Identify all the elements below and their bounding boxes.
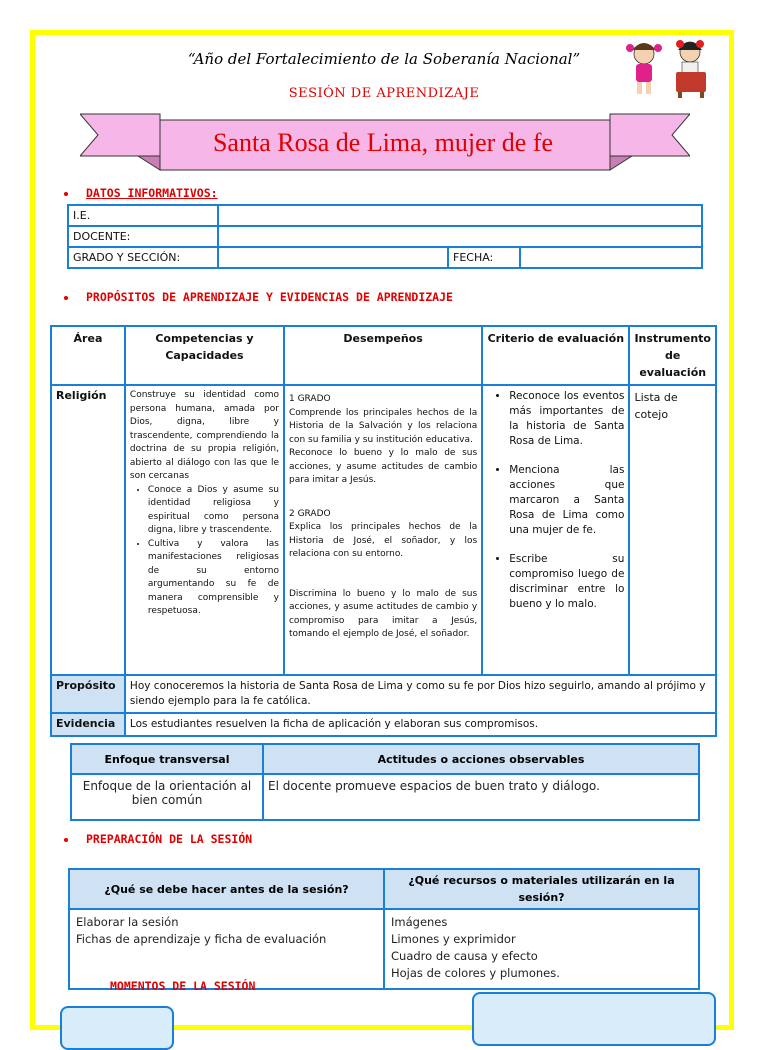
grado-field[interactable] xyxy=(218,247,448,268)
grado2-p2: Discrimina lo bueno y lo malo de sus acciones, y asume actitudes de cambio y compromiso para imitar a Jesús, tomando el ejemplo de José, el soñador. xyxy=(288,588,478,639)
desempenos-cell xyxy=(284,385,482,675)
recurso-item: Hojas de colores y plumones. xyxy=(391,966,560,980)
grado2-title: 2 GRADO xyxy=(288,508,331,519)
bullet-icon xyxy=(64,192,68,196)
motto: “Año del Fortalecimiento de la Soberanía Nacional” xyxy=(187,50,581,68)
propositos-table xyxy=(50,325,717,737)
criterio-item: • Escribe su compromiso luego de discriminar entre lo bueno y lo malo. xyxy=(509,552,624,612)
recursos-header: ¿Qué recursos o materiales utilizarán en la sesión? xyxy=(384,869,699,909)
capacidad-item: • Cultiva y valora las manifestaciones religiosas de su entorno argumentando su fe de manera comprensible y respetuosa. xyxy=(148,538,279,619)
bullet-icon xyxy=(64,838,68,842)
proposito-text: Hoy conoceremos la historia de Santa Rosa de Lima y como su fe por Dios hizo seguirlo, amando al prójimo y siendo ejemplo para la fe católica. xyxy=(125,675,716,713)
bullet-icon xyxy=(64,296,68,300)
antes-item: Elaborar la sesión xyxy=(76,915,179,929)
recurso-item: Imágenes xyxy=(391,915,448,929)
criterio-item: • Reconoce los eventos más importantes de la historia de Santa Rosa de Lima. xyxy=(509,389,624,449)
antes-item: Fichas de aprendizaje y ficha de evaluación xyxy=(76,932,327,946)
recursos-cell xyxy=(384,909,699,989)
grado2-p1: Explica los principales hechos de la Historia de José, el soñador, y los relaciona con su entorno. xyxy=(288,522,478,559)
grado1-p1: Comprende los principales hechos de la Historia de la Salvación y los relaciona con su familia y su institución educativa. xyxy=(288,407,478,445)
momentos-heading: MOMENTOS DE LA SESIÓN xyxy=(110,979,256,993)
antes-header: ¿Qué se debe hacer antes de la sesión? xyxy=(69,869,384,909)
inicio-box xyxy=(60,1006,174,1050)
session-title: Santa Rosa de Lima, mujer de fe xyxy=(212,128,554,157)
enfoque-table xyxy=(70,743,700,821)
grado1-title: 1 GRADO xyxy=(288,394,331,404)
ie-field[interactable] xyxy=(218,205,702,226)
criterio-item: • Menciona las acciones que marcaron a Santa Rosa de Lima como una mujer de fe. xyxy=(509,463,624,538)
recurso-item: Limones y exprimidor xyxy=(391,932,516,946)
enfoque-cell: Enfoque de la orientación al bien común xyxy=(71,774,263,820)
grado-label: GRADO Y SECCIÓN: xyxy=(68,247,218,268)
recurso-item: Cuadro de causa y efecto xyxy=(391,949,538,963)
actitudes-header: Actitudes o acciones observables xyxy=(263,744,699,774)
header-competencias: Competencias y Capacidades xyxy=(125,326,284,385)
actitudes-cell: El docente promueve espacios de buen trato y diálogo. xyxy=(263,774,699,820)
docente-field[interactable] xyxy=(218,226,702,247)
enfoque-header: Enfoque transversal xyxy=(71,744,263,774)
preparacion-table xyxy=(68,868,700,990)
header-desempenos: Desempeños xyxy=(284,326,482,385)
competencias-cell xyxy=(125,385,284,675)
datos-heading: DATOS INFORMATIVOS: xyxy=(64,186,218,200)
evidencia-label: Evidencia xyxy=(51,713,125,736)
instrumento-cell: Lista de cotejo xyxy=(629,385,716,675)
propositos-heading: PROPÓSITOS DE APRENDIZAJE Y EVIDENCIAS DE APRENDIZAJE xyxy=(64,290,453,304)
criterio-cell xyxy=(482,385,629,675)
area-cell: Religión xyxy=(51,385,125,675)
header-area: Área xyxy=(51,326,125,385)
header-criterio: Criterio de evaluación xyxy=(482,326,629,385)
session-subtitle: SESIÓN DE APRENDIZAJE xyxy=(288,86,480,101)
ie-label: I.E. xyxy=(68,205,218,226)
header-instrumento: Instrumento de evaluación xyxy=(629,326,716,385)
evidencia-text: Los estudiantes resuelven la ficha de aplicación y elaboran sus compromisos. xyxy=(125,713,716,736)
capacidad-item: • Conoce a Dios y asume su identidad religiosa y espiritual como persona digna, libre y trascendente. xyxy=(148,484,279,538)
fecha-field[interactable] xyxy=(520,247,702,268)
proposito-label: Propósito xyxy=(51,675,125,713)
preparacion-heading: PREPARACIÓN DE LA SESIÓN xyxy=(64,832,252,846)
tiempo-box xyxy=(472,992,716,1046)
competencia-intro: Construye su identidad como persona humana, amada por Dios, digna, libre y trascendente, comprendiendo la doctrina de su propia religión, abierto al diálogo con las que le son cercanas xyxy=(129,390,279,481)
grado1-p2: Reconoce lo bueno y lo malo de sus acciones, y asume actitudes de cambio para imitar a Jesús. xyxy=(288,448,478,485)
antes-cell xyxy=(69,909,384,989)
datos-table xyxy=(67,204,703,269)
docente-label: DOCENTE: xyxy=(68,226,218,247)
fecha-label: FECHA: xyxy=(448,247,520,268)
